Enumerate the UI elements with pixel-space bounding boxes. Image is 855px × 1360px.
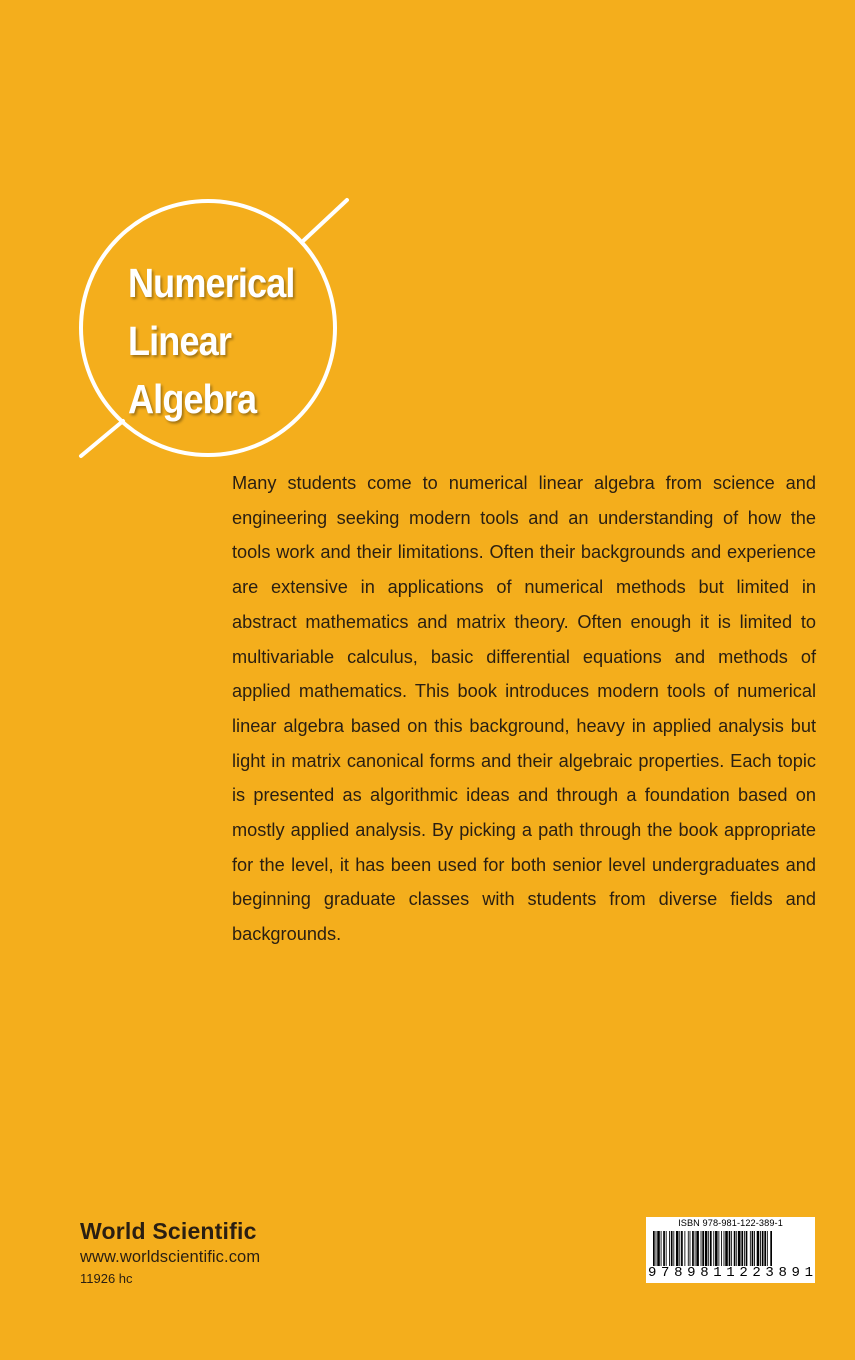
title-line-3: Algebra (128, 376, 257, 422)
barcode-bar (705, 1231, 708, 1266)
publisher-code: 11926 hc (80, 1271, 133, 1286)
barcode-digit: 1 (713, 1265, 722, 1281)
barcode-bar (757, 1231, 760, 1266)
barcode-bar (657, 1231, 660, 1266)
barcode-bar (653, 1231, 655, 1266)
barcode-bar (760, 1231, 761, 1266)
barcode-bar (724, 1231, 725, 1266)
barcode-bar (734, 1231, 736, 1266)
publisher-block (80, 1216, 260, 1288)
barcode-digit: 9 (687, 1265, 696, 1281)
barcode-bar (738, 1231, 741, 1266)
barcode-bar (736, 1231, 737, 1266)
barcode-bar (708, 1231, 709, 1266)
barcode-bar (744, 1231, 745, 1266)
barcode-bar (673, 1231, 674, 1266)
barcode-bar (696, 1231, 699, 1266)
book-description: Many students come to numerical linear algebra from science and engineering seeking modern tools and an understanding of how the tools work and their limitations. Often their backgrounds and experience are extensive in applications of numerical methods but limited in abstract mathematics and matrix theory. Often enough it is limited to multivariable calculus, basic differential equations and methods of applied mathematics. This book introduces modern tools of numerical linear algebra based on this background, heavy in applied analysis but light in matrix canonical forms and their algebraic properties. Each topic is presented as algorithmic ideas and through a foundation based on mostly applied analysis. By picking a path through the book appropriate for the level, it has been used for both senior level undergraduates and beginning graduate classes with students from diverse fields and backgrounds. (232, 473, 816, 945)
barcode-bar (695, 1231, 696, 1266)
barcode-digit: 8 (778, 1265, 787, 1281)
barcode-bar (661, 1231, 662, 1266)
barcode-digit: 8 (700, 1265, 709, 1281)
barcode-bar (750, 1231, 751, 1266)
barcode-bar (676, 1231, 679, 1266)
emblem-diagonal-line-upper (302, 200, 347, 242)
barcode-bar (715, 1231, 718, 1266)
barcode-bar (721, 1231, 722, 1266)
barcode-digit: 1 (726, 1265, 735, 1281)
barcode-bar (701, 1231, 702, 1266)
isbn-barcode (646, 1217, 815, 1283)
title-line-2: Linear (128, 318, 232, 364)
barcode-digit: 1 (804, 1265, 813, 1281)
barcode-bar (713, 1231, 714, 1266)
barcode-bar (710, 1231, 712, 1266)
title-line-1: Numerical (128, 260, 295, 306)
barcode-bar (690, 1231, 691, 1266)
barcode-digit: 2 (739, 1265, 748, 1281)
barcode-bar (754, 1231, 755, 1266)
barcode-bar (770, 1231, 772, 1266)
barcode-bar (692, 1231, 694, 1266)
barcode-bar (725, 1231, 728, 1266)
barcode-bar (681, 1231, 683, 1266)
barcode-bar (752, 1231, 754, 1266)
barcode-bar (663, 1231, 665, 1266)
barcode-digit: 7 (661, 1265, 670, 1281)
barcode-bar (684, 1231, 685, 1266)
barcode-bar (679, 1231, 680, 1266)
barcode-bar (671, 1231, 673, 1266)
barcode-bar (767, 1231, 768, 1266)
barcode-digits (648, 1265, 813, 1281)
barcode-bar (746, 1231, 748, 1266)
barcode-digit: 9 (791, 1265, 800, 1281)
barcode-digit: 8 (674, 1265, 683, 1281)
barcode-bar (702, 1231, 704, 1266)
isbn-label: ISBN 978-981-122-389-1 (678, 1218, 783, 1228)
publisher-name: World Scientific (80, 1218, 257, 1244)
barcode-digit: 3 (765, 1265, 774, 1281)
barcode-bar (741, 1231, 743, 1266)
barcode-bar (762, 1231, 764, 1266)
book-title (128, 254, 295, 428)
barcode-bar (688, 1231, 689, 1266)
emblem-diagonal-line-lower (81, 421, 123, 456)
barcode-bar (729, 1231, 731, 1266)
barcode-bar (669, 1231, 670, 1266)
barcode-bar (666, 1231, 667, 1266)
barcode-bar (656, 1231, 657, 1266)
barcode-bar (718, 1231, 719, 1266)
barcode-bar (731, 1231, 732, 1266)
barcode-bar (764, 1231, 766, 1266)
publisher-url: www.worldscientific.com (80, 1248, 261, 1266)
barcode-digit: 2 (752, 1265, 761, 1281)
barcode-digit: 9 (648, 1265, 657, 1281)
